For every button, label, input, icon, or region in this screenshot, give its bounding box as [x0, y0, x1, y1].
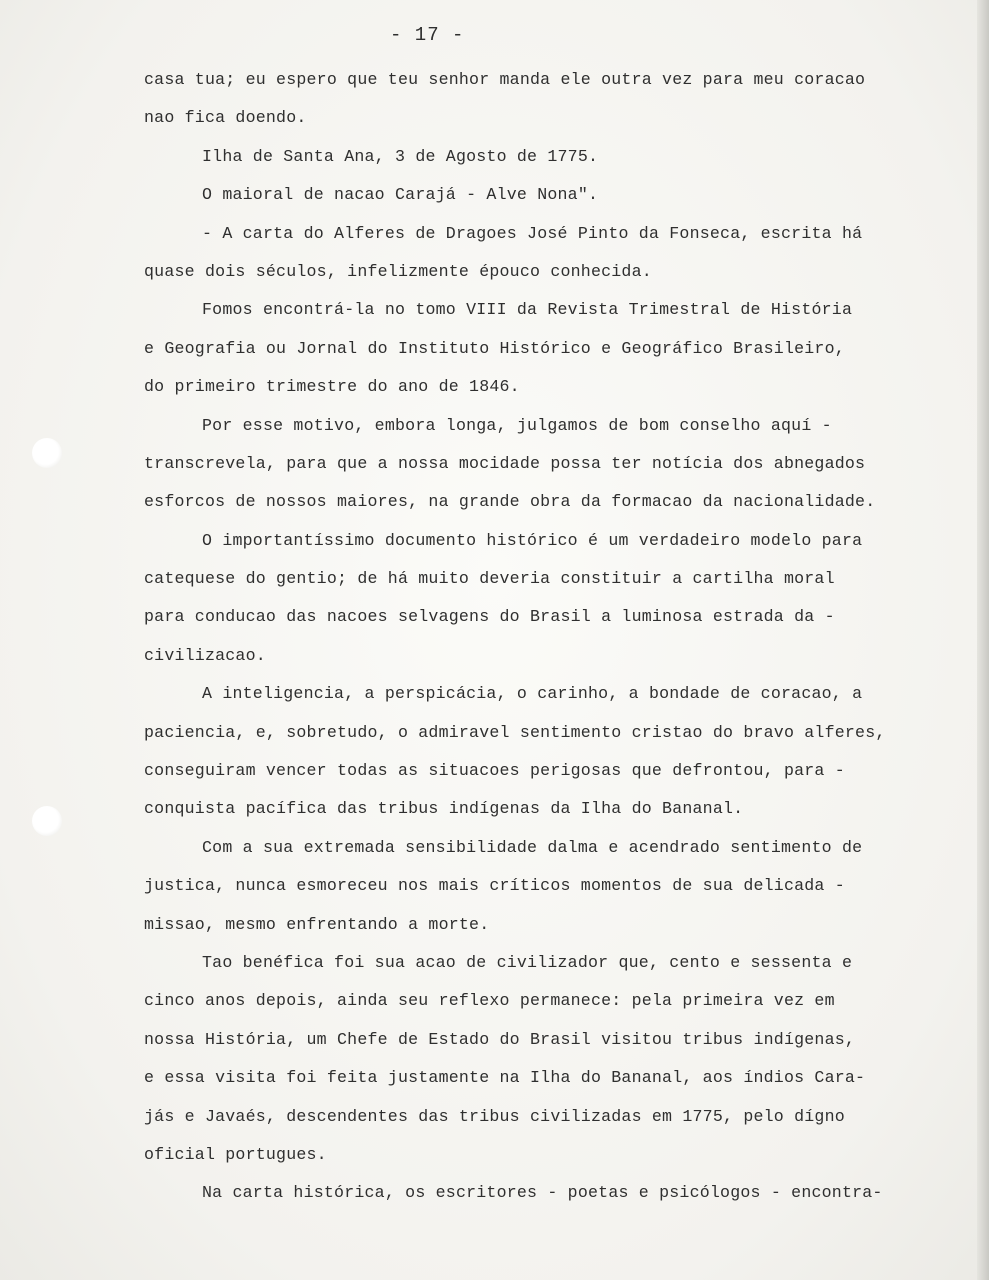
text-line: casa tua; eu espero que teu senhor manda ele outra vez para meu coracao — [144, 70, 866, 89]
text-line: jás e Javaés, descendentes das tribus civilizadas em 1775, pelo dígno — [144, 1106, 845, 1126]
page-edge — [977, 0, 989, 1280]
text-line: Por esse motivo, embora longa, julgamos de bom conselho aquí - — [202, 415, 832, 435]
text-line: quase dois séculos, infelizmente époucо conhecida. — [144, 261, 652, 281]
text-line: do primeiro trimestre do ano de 1846. — [144, 377, 520, 397]
text-line: missao, mesmo enfrentando a morte. — [144, 914, 490, 934]
punch-hole-upper — [32, 438, 62, 468]
text-line: justica, nunca esmoreceu nos mais críticos momentos de sua delicada - — [144, 876, 845, 896]
text-line: Com a sua extremada sensibilidade dalma e acendrado sentimento de — [202, 837, 863, 857]
text-line: civilizacao. — [144, 645, 266, 665]
text-line: oficial portugues. — [144, 1144, 327, 1164]
text-line: Ilha de Santa Ana, 3 de Agosto de 1775. — [202, 146, 599, 166]
text-line: A inteligencia, a perspicácia, o carinho, a bondade de coracao, a — [202, 684, 863, 704]
text-line: para conducao das nacoes selvagens do Brasil a luminosa estrada da - — [144, 607, 835, 627]
text-line: transcrevela, para que a nossa mocidade possa ter notícia dos abnegados — [144, 453, 866, 473]
text-line: O importantíssimo documento histórico é um verdadeiro modelo para — [202, 530, 863, 550]
punch-hole-lower — [32, 806, 62, 836]
text-line: e Geografia ou Jornal do Instituto Histórico e Geográfico Brasileiro, — [144, 338, 845, 358]
text-line: Fomos encontrá-la no tomo VIII da Revista Trimestral de História — [202, 300, 853, 320]
text-line: catequese do gentio; de há muito deveria constituir a cartilha moral — [144, 569, 835, 589]
page-number: - 17 - — [390, 24, 465, 46]
text-line: esforcos de nossos maiores, na grande obra da formacao da nacionalidade. — [144, 492, 876, 512]
text-line: conquista pacífica das tribus indígenas da Ilha do Bananal. — [144, 799, 744, 819]
text-line: O maioral de nacao Carajá - Alve Nona". — [202, 185, 599, 205]
text-line: Na carta histórica, os escritores - poetas e psicólogos - encontra- — [202, 1183, 883, 1203]
text-line: e essa visita foi feita justamente na Ilha do Bananal, aos índios Cara- — [144, 1068, 866, 1088]
body-text — [144, 61, 974, 1213]
text-line: - A carta do Alferes de Dragoes José Pinto da Fonseca, escrita há — [202, 223, 863, 243]
text-line: conseguiram vencer todas as situacoes perigosas que defrontou, para - — [144, 761, 845, 781]
text-line: cinco anos depois, ainda seu reflexo permanece: pela primeira vez em — [144, 991, 835, 1011]
text-line: Tao benéfica foi sua acao de civilizador que, cento e sessenta e — [202, 952, 853, 972]
text-line: paciencia, e, sobretudo, o admiravel sentimento cristao do bravo alferes, — [144, 722, 886, 742]
text-line: nossa História, um Chefe de Estado do Brasil visitou tribus indígenas, — [144, 1029, 856, 1049]
text-line: nao fica doendo. — [144, 108, 307, 128]
